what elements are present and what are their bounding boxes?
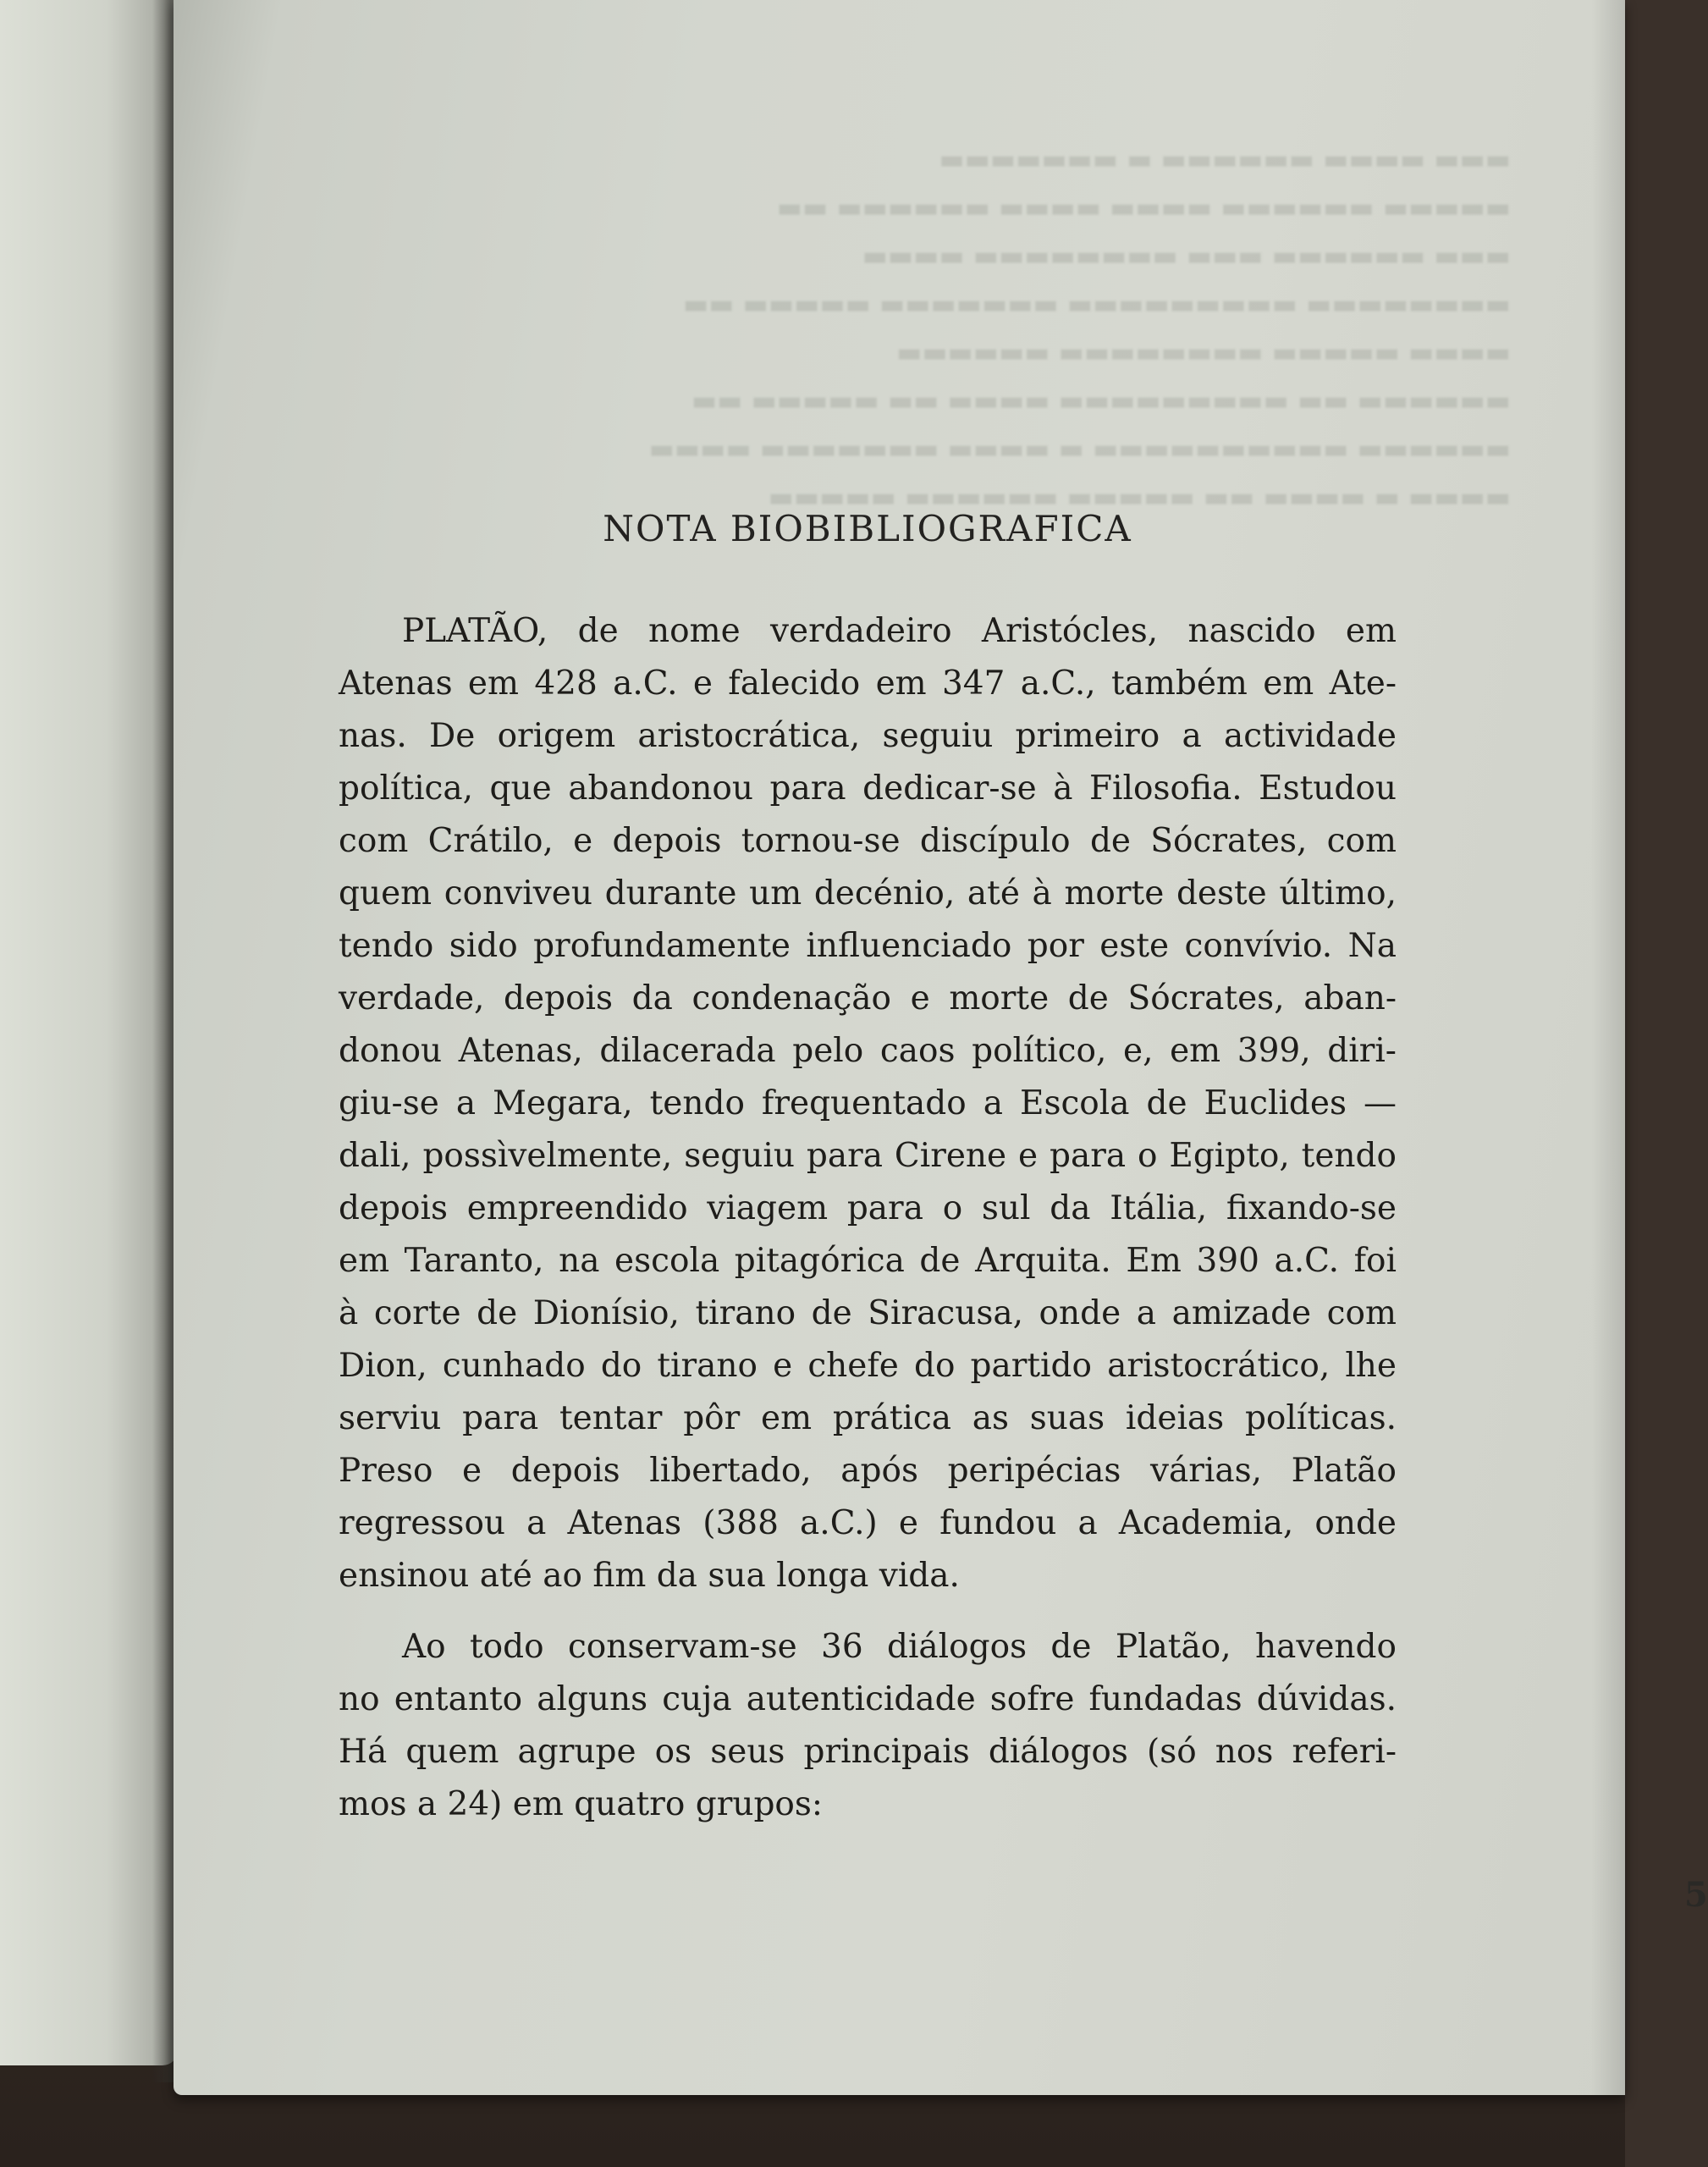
text-line: à corte de Dionísio, tirano de Siracusa, onde a amizade com <box>339 1294 1397 1332</box>
text-line: serviu para tentar pôr em prática as suas ideias políticas. <box>339 1399 1397 1437</box>
text-line: quem conviveu durante um decénio, até à morte deste último, <box>339 874 1397 913</box>
text-line: Dion, cunhado do tirano e chefe do partido aristocrático, lhe <box>339 1347 1397 1385</box>
text-line: ensinou até ao fim da sua longa vida. <box>339 1557 960 1595</box>
text-line: dali, possìvelmente, seguiu para Cirene e para o Egipto, tendo <box>339 1137 1397 1175</box>
text-line: giu-se a Megara, tendo frequentado a Escola de Euclides — <box>339 1084 1397 1122</box>
text-line: donou Atenas, dilacerada pelo caos político, e, em 399, diri- <box>339 1032 1397 1070</box>
text-line: Ao todo conservam-se 36 diálogos de Platão, havendo <box>402 1628 1397 1666</box>
text-line: com Crátilo, e depois tornou-se discípulo de Sócrates, com <box>339 822 1397 860</box>
text-line: depois empreendido viagem para o sul da Itália, fixando-se <box>339 1189 1397 1227</box>
page-shading <box>1591 0 1625 2095</box>
text-line: PLATÃO, de nome verdadeiro Aristócles, nascido em <box>402 612 1397 650</box>
text-line: em Taranto, na escola pitagórica de Arquita. Em 390 a.C. foi <box>339 1242 1397 1280</box>
section-heading: NOTA BIOBIBLIOGRAFICA <box>603 508 1132 549</box>
text-line: Atenas em 428 a.C. e falecido em 347 a.C., também em Ate- <box>339 664 1397 703</box>
paragraph-dialogues <box>339 1621 1397 1831</box>
text-line: nas. De origem aristocrática, seguiu primeiro a actividade <box>339 717 1397 755</box>
paragraph-biography <box>339 605 1397 1602</box>
text-line: mos a 24) em quatro grupos: <box>339 1785 824 1823</box>
text-line: verdade, depois da condenação e morte de Sócrates, aban- <box>339 979 1397 1017</box>
facing-page-edge <box>0 0 178 2065</box>
text-line: tendo sido profundamente influenciado por este convívio. Na <box>339 927 1397 965</box>
text-line: Há quem agrupe os seus principais diálogos (só nos referi- <box>339 1733 1397 1771</box>
text-line: no entanto alguns cuja autenticidade sofre fundadas dúvidas. <box>339 1680 1397 1718</box>
show-through-texture: ▬▬▬ ▬▬▬▬ ▬▬▬▬▬▬ ▬ ▬▬▬▬▬▬▬ ▬▬▬▬▬ ▬▬▬▬▬▬ ▬▬▬▬ ▬▬▬▬ ▬▬▬▬▬▬ ▬▬ ▬▬▬ ▬▬▬▬▬▬ ▬▬▬ ▬▬▬▬▬▬▬▬ ▬▬▬▬ ▬▬▬▬▬▬▬▬ ▬▬▬▬▬▬▬▬▬ ▬▬▬▬▬▬▬ ▬▬▬▬▬ ▬▬ ▬▬▬▬ ▬▬▬▬▬ ▬▬▬▬▬▬▬▬ ▬▬▬▬▬▬ ▬▬▬▬▬▬ ▬▬ ▬▬▬▬▬▬▬▬▬ ▬▬▬▬ ▬▬ ▬▬▬▬▬ ▬▬ ▬▬▬▬▬▬ ▬▬▬▬▬▬▬▬▬▬ ▬ ▬▬▬▬ ▬▬▬▬▬▬▬ ▬▬▬▬ ▬▬▬▬ ▬ ▬▬▬▬ ▬▬ ▬▬▬▬▬ ▬▬▬▬▬▬ ▬▬▬▬▬ <box>648 143 1511 513</box>
page-number: 5 <box>1684 1875 1708 1915</box>
text-line: regressou a Atenas (388 a.C.) e fundou a Academia, onde <box>339 1504 1397 1542</box>
text-line: política, que abandonou para dedicar-se à Filosofia. Estudou <box>339 769 1397 808</box>
text-line: Preso e depois libertado, após peripécias várias, Platão <box>339 1452 1397 1490</box>
